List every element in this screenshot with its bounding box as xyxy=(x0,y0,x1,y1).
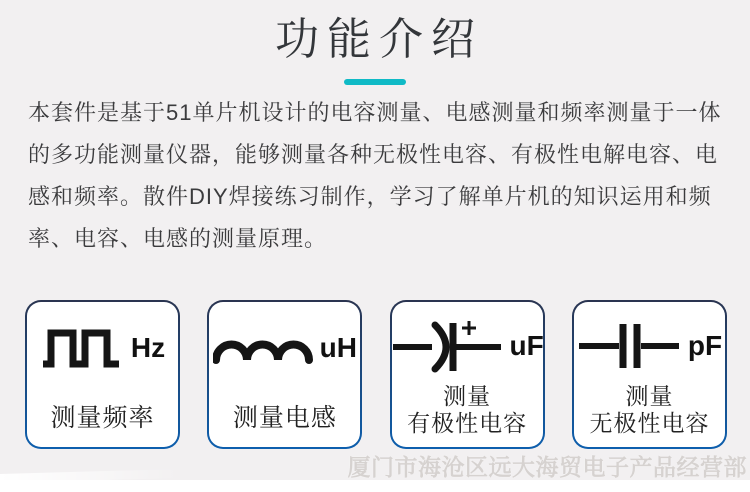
icon-row xyxy=(391,312,544,380)
page-title: 功能介绍 xyxy=(275,15,483,64)
card-labels xyxy=(50,386,154,447)
description-line: 本套件是基于51单片机设计的电容测量、电感测量和频率测量于一体 xyxy=(28,100,722,125)
inductor-coil-icon xyxy=(213,331,313,365)
icon-row xyxy=(40,310,165,386)
bottom-white-strip xyxy=(0,480,750,492)
header xyxy=(0,0,750,85)
square-wave-icon xyxy=(40,328,124,368)
card-label-line: 测量频率 xyxy=(50,404,155,432)
feature-card-polarized-capacitance xyxy=(390,300,545,449)
card-labels xyxy=(589,380,709,447)
unit-label: uH xyxy=(319,332,357,363)
polarized-capacitor-icon xyxy=(391,318,503,374)
unit-label: uF xyxy=(509,330,544,361)
feature-card-inductance xyxy=(207,300,362,449)
description-line: 率、电容、电感的测量原理。 xyxy=(28,226,328,251)
description-line: 感和频率。散件DIY焊接练习制作，学习了解单片机的知识运用和频 xyxy=(28,184,712,209)
nonpolarized-capacitor-icon xyxy=(577,321,681,371)
icon-row xyxy=(213,310,357,386)
card-labels xyxy=(233,386,337,447)
card-labels xyxy=(407,380,527,447)
watermark-text: 厦门市海沧区远大海贸电子产品经营部 xyxy=(347,454,747,480)
unit-label: Hz xyxy=(130,332,166,363)
title-underline xyxy=(344,79,406,85)
description-line: 的多功能测量仪器，能够测量各种无极性电容、有极性电解电容、电 xyxy=(28,142,719,167)
description-paragraph xyxy=(28,92,728,260)
feature-card-frequency xyxy=(25,300,180,449)
card-label-line: 测量 xyxy=(443,383,492,409)
unit-label: pF xyxy=(687,330,723,361)
icon-row xyxy=(577,312,722,380)
feature-card-nonpolarized-capacitance xyxy=(572,300,727,449)
card-label-line: 无极性电容 xyxy=(589,410,710,436)
card-label-line: 有极性电容 xyxy=(407,410,528,436)
feature-cards-row xyxy=(25,300,727,449)
card-label-line: 测量 xyxy=(625,383,674,409)
card-label-line: 测量电感 xyxy=(232,404,337,432)
